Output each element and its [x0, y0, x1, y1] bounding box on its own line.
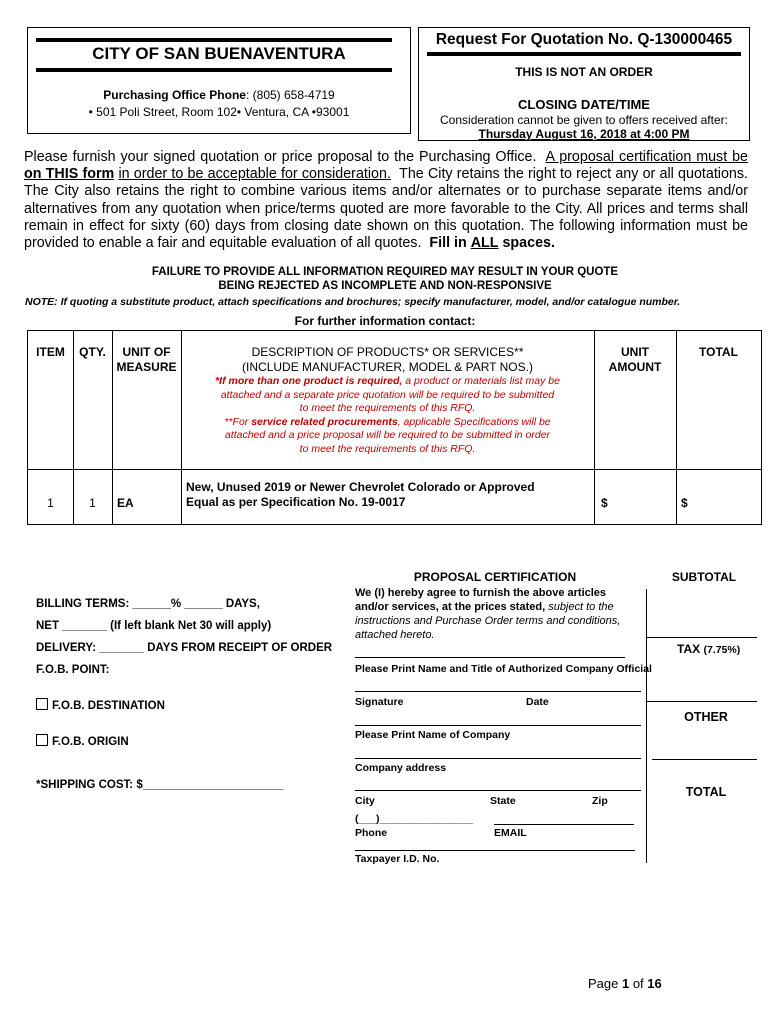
closing-note: Consideration cannot be given to offers received after: — [440, 113, 728, 127]
warning-line-2: BEING REJECTED AS INCOMPLETE AND NON-RESPONSIVE — [218, 280, 552, 292]
fob-origin-option[interactable]: F.O.B. ORIGIN — [36, 734, 129, 748]
header-item: ITEM — [36, 345, 65, 359]
billing-terms: BILLING TERMS: ______% ______ DAYS, — [36, 598, 260, 610]
purchasing-phone: Purchasing Office Phone: (805) 658-4719 — [103, 88, 335, 102]
fob-point: F.O.B. POINT: — [36, 664, 110, 676]
warning-line-1: FAILURE TO PROVIDE ALL INFORMATION REQUIRED MAY RESULT IN YOUR QUOTE — [151, 266, 619, 278]
phone-blank: (___)________________ — [355, 813, 473, 825]
signature-line — [355, 758, 641, 759]
email-label: EMAIL — [494, 827, 527, 839]
fob-destination-option[interactable]: F.O.B. DESTINATION — [36, 698, 165, 712]
signature-line — [355, 725, 641, 726]
other-label: OTHER — [684, 710, 728, 724]
row-qty: 1 — [89, 496, 96, 510]
row-total: $ — [681, 496, 688, 510]
signature-line — [355, 691, 641, 692]
totals-divider — [647, 701, 757, 702]
row-divider — [28, 469, 761, 470]
state-label: State — [490, 795, 516, 807]
closing-date-title: CLOSING DATE/TIME — [518, 97, 650, 112]
taxpayer-id-label: Taxpayer I.D. No. — [355, 853, 440, 865]
totals-column — [646, 589, 757, 863]
fob-origin-checkbox[interactable] — [36, 734, 48, 746]
signature-line — [355, 790, 641, 791]
phone-label: Phone — [355, 827, 388, 839]
header-qty: QTY. — [79, 345, 106, 359]
total-label: TOTAL — [685, 785, 727, 799]
city-label: City — [355, 795, 375, 807]
header-unit-amount: UNIT AMOUNT — [608, 345, 662, 374]
rfq-number: Request For Quotation No. Q-130000465 — [435, 31, 733, 48]
email-line — [494, 824, 634, 825]
official-name-label: Please Print Name and Title of Authorized Company Official — [355, 663, 652, 675]
company-address-label: Company address — [355, 762, 447, 774]
row-item: 1 — [47, 496, 54, 510]
items-table — [27, 330, 762, 525]
city-name: CITY OF SAN BUENAVENTURA — [92, 44, 346, 63]
signature-line — [355, 657, 625, 658]
contact-line: For further information contact: — [294, 314, 476, 328]
description-notes: *If more than one product is required, a product or materials list may be attached and a separate price quotation will be required to be submitted to meet the requirements of this RFQ. **For service related procurements, applicable Specifications will be attached and a price proposal will be required to be submitted in order to meet the requirements of this RFQ. — [215, 375, 560, 455]
totals-divider — [647, 637, 757, 638]
delivery-terms: DELIVERY: _______ DAYS FROM RECEIPT OF ORDER — [36, 642, 333, 654]
shipping-cost: *SHIPPING COST: $______________________ — [36, 779, 284, 791]
subtotal-label: SUBTOTAL — [671, 570, 737, 584]
divider — [36, 38, 392, 42]
zip-label: Zip — [592, 795, 608, 807]
tax-label: TAX (7.75%) — [677, 642, 741, 656]
row-description: New, Unused 2019 or Newer Chevrolet Colorado or Approved Equal as per Specification No. 19-0017 — [186, 480, 535, 509]
closing-date: Thursday August 16, 2018 at 4:00 PM — [478, 127, 690, 141]
substitute-note: NOTE: If quoting a substitute product, attach specifications and brochures; specify manufacturer, model, and/or catalogue number. — [25, 296, 681, 308]
certification-title: PROPOSAL CERTIFICATION — [413, 570, 577, 584]
signature-line — [355, 850, 635, 851]
divider — [427, 52, 741, 56]
totals-divider — [652, 759, 757, 760]
page-number: Page 1 of 16 — [588, 976, 662, 991]
header-total: TOTAL — [699, 345, 738, 359]
company-name-label: Please Print Name of Company — [355, 729, 511, 741]
date-label: Date — [526, 696, 549, 708]
certification-text: We (I) hereby agree to furnish the above articles and/or services, at the prices stated, subject to the instructions and Purchase Order terms and conditions, attached hereto. — [355, 587, 621, 641]
fob-destination-checkbox[interactable] — [36, 698, 48, 710]
row-unit-amount: $ — [601, 496, 608, 510]
divider — [36, 68, 392, 72]
header-unit-of-measure: UNIT OF MEASURE — [116, 345, 177, 374]
purchasing-address: • 501 Poli Street, Room 102• Ventura, CA •93001 — [88, 105, 350, 119]
net-terms: NET _______ (If left blank Net 30 will apply) — [36, 620, 272, 632]
not-an-order: THIS IS NOT AN ORDER — [515, 65, 653, 79]
signature-label: Signature — [355, 696, 404, 708]
header-description: DESCRIPTION OF PRODUCTS* OR SERVICES** (INCLUDE MANUFACTURER, MODEL & PART NOS.) — [242, 345, 533, 374]
intro-paragraph: Please furnish your signed quotation or price proposal to the Purchasing Office. A proposal certification must be on THIS form in order to be acceptable for consideration. The City retains the right to reject any or all quotations. The City also retains the right to combine various items and/or alternates or to purchase separate items and/or alternatives from any quotation when price/terms quoted are more favorable to the City. All prices and terms shall remain in effect for sixty (60) days from closing date shown on this quotation. The following information must be provided to enable a fair and equitable evaluation of all quotes. Fill in ALL spaces. — [24, 149, 749, 252]
city-header-box — [27, 27, 411, 134]
rfq-header-box — [418, 27, 750, 141]
row-unit: EA — [117, 496, 134, 510]
